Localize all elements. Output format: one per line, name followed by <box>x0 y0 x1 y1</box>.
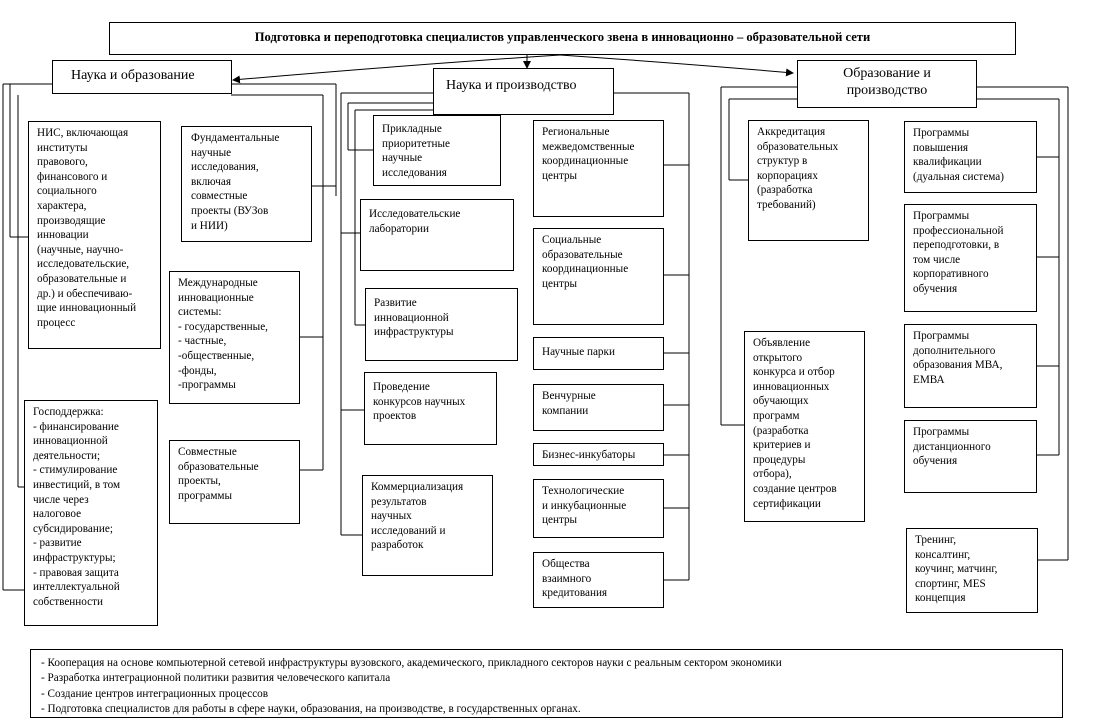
international-systems-box: Международные инновационные системы: - государственные, - частные, -общественные, -фонды, -программы <box>169 271 300 404</box>
distance-learning-box: Программы дистанционного обучения <box>904 420 1037 493</box>
accreditation-box: Аккредитация образовательных структур в корпорациях (разработка требований) <box>748 120 869 241</box>
science-parks-box: Научные парки <box>533 337 664 370</box>
branch-education-production: Образование и производство <box>797 60 977 108</box>
research-labs-box: Исследовательские лаборатории <box>360 199 514 271</box>
mutual-credit-box: Общества взаимного кредитования <box>533 552 664 608</box>
state-support-box: Господдержка: - финансирование инновационной деятельности; - стимулирование инвестиций, в том числе через налоговое субсидирование; - развитие инфраструктуры; - правовая защита интеллектуальной собственности <box>24 400 158 626</box>
footer-line: - Подготовка специалистов для работы в сфере науки, образования, на производстве, в государственных органах. <box>41 703 581 716</box>
branch-science-education: Наука и образование <box>52 60 232 94</box>
footer-line: - Создание центров интеграционных процессов <box>41 687 269 700</box>
tech-centers-box: Технологические и инкубационные центры <box>533 479 664 538</box>
business-incubators-box: Бизнес-инкубаторы <box>533 443 664 466</box>
venture-companies-box: Венчурные компании <box>533 384 664 431</box>
diagram-title: Подготовка и переподготовка специалистов управленческого звена в инновационно – образовательной сети <box>109 22 1016 55</box>
applied-research-box: Прикладные приоритетные научные исследования <box>373 115 501 186</box>
contests-box: Проведение конкурсов научных проектов <box>364 372 497 445</box>
joint-projects-box: Совместные образовательные проекты, программы <box>169 440 300 524</box>
retraining-programs-box: Программы профессиональной переподготовки, в том числе корпоративного обучения <box>904 204 1037 312</box>
regional-centers-box: Региональные межведомственные координационные центры <box>533 120 664 217</box>
open-contest-box: Объявление открытого конкурса и отбор инновационных обучающих программ (разработка критериев и процедуры отбора), создание центров сертификации <box>744 331 865 522</box>
qualification-programs-box: Программы повышения квалификации (дуальная система) <box>904 121 1037 193</box>
footer-box <box>30 649 1063 718</box>
social-centers-box: Социальные образовательные координационные центры <box>533 228 664 325</box>
training-consulting-box: Тренинг, консалтинг, коучинг, матчинг, спортинг, MES концепция <box>906 528 1038 613</box>
commercialization-box: Коммерциализация результатов научных исследований и разработок <box>362 475 493 576</box>
fundamental-research-box: Фундаментальные научные исследования, включая совместные проекты (ВУЗов и НИИ) <box>181 126 312 242</box>
branch-science-production: Наука и производство <box>433 68 614 115</box>
mba-programs-box: Программы дополнительного образования МВА, ЕМВА <box>904 324 1037 408</box>
nis-box: НИС, включающая институты правового, финансового и социального характера, производящие инновации (научные, научно- исследовательские, образовательные и др.) и обеспечиваю- щие инновационный процесс <box>28 121 161 349</box>
infrastructure-box: Развитие инновационной инфраструктуры <box>365 288 518 361</box>
footer-line: - Кооперация на основе компьютерной сетевой инфраструктуры вузовского, академического, прикладного секторов науки с реальным сектором экономики <box>41 657 782 669</box>
footer-line: - Разработка интеграционной политики развития человеческого капитала <box>41 672 391 685</box>
